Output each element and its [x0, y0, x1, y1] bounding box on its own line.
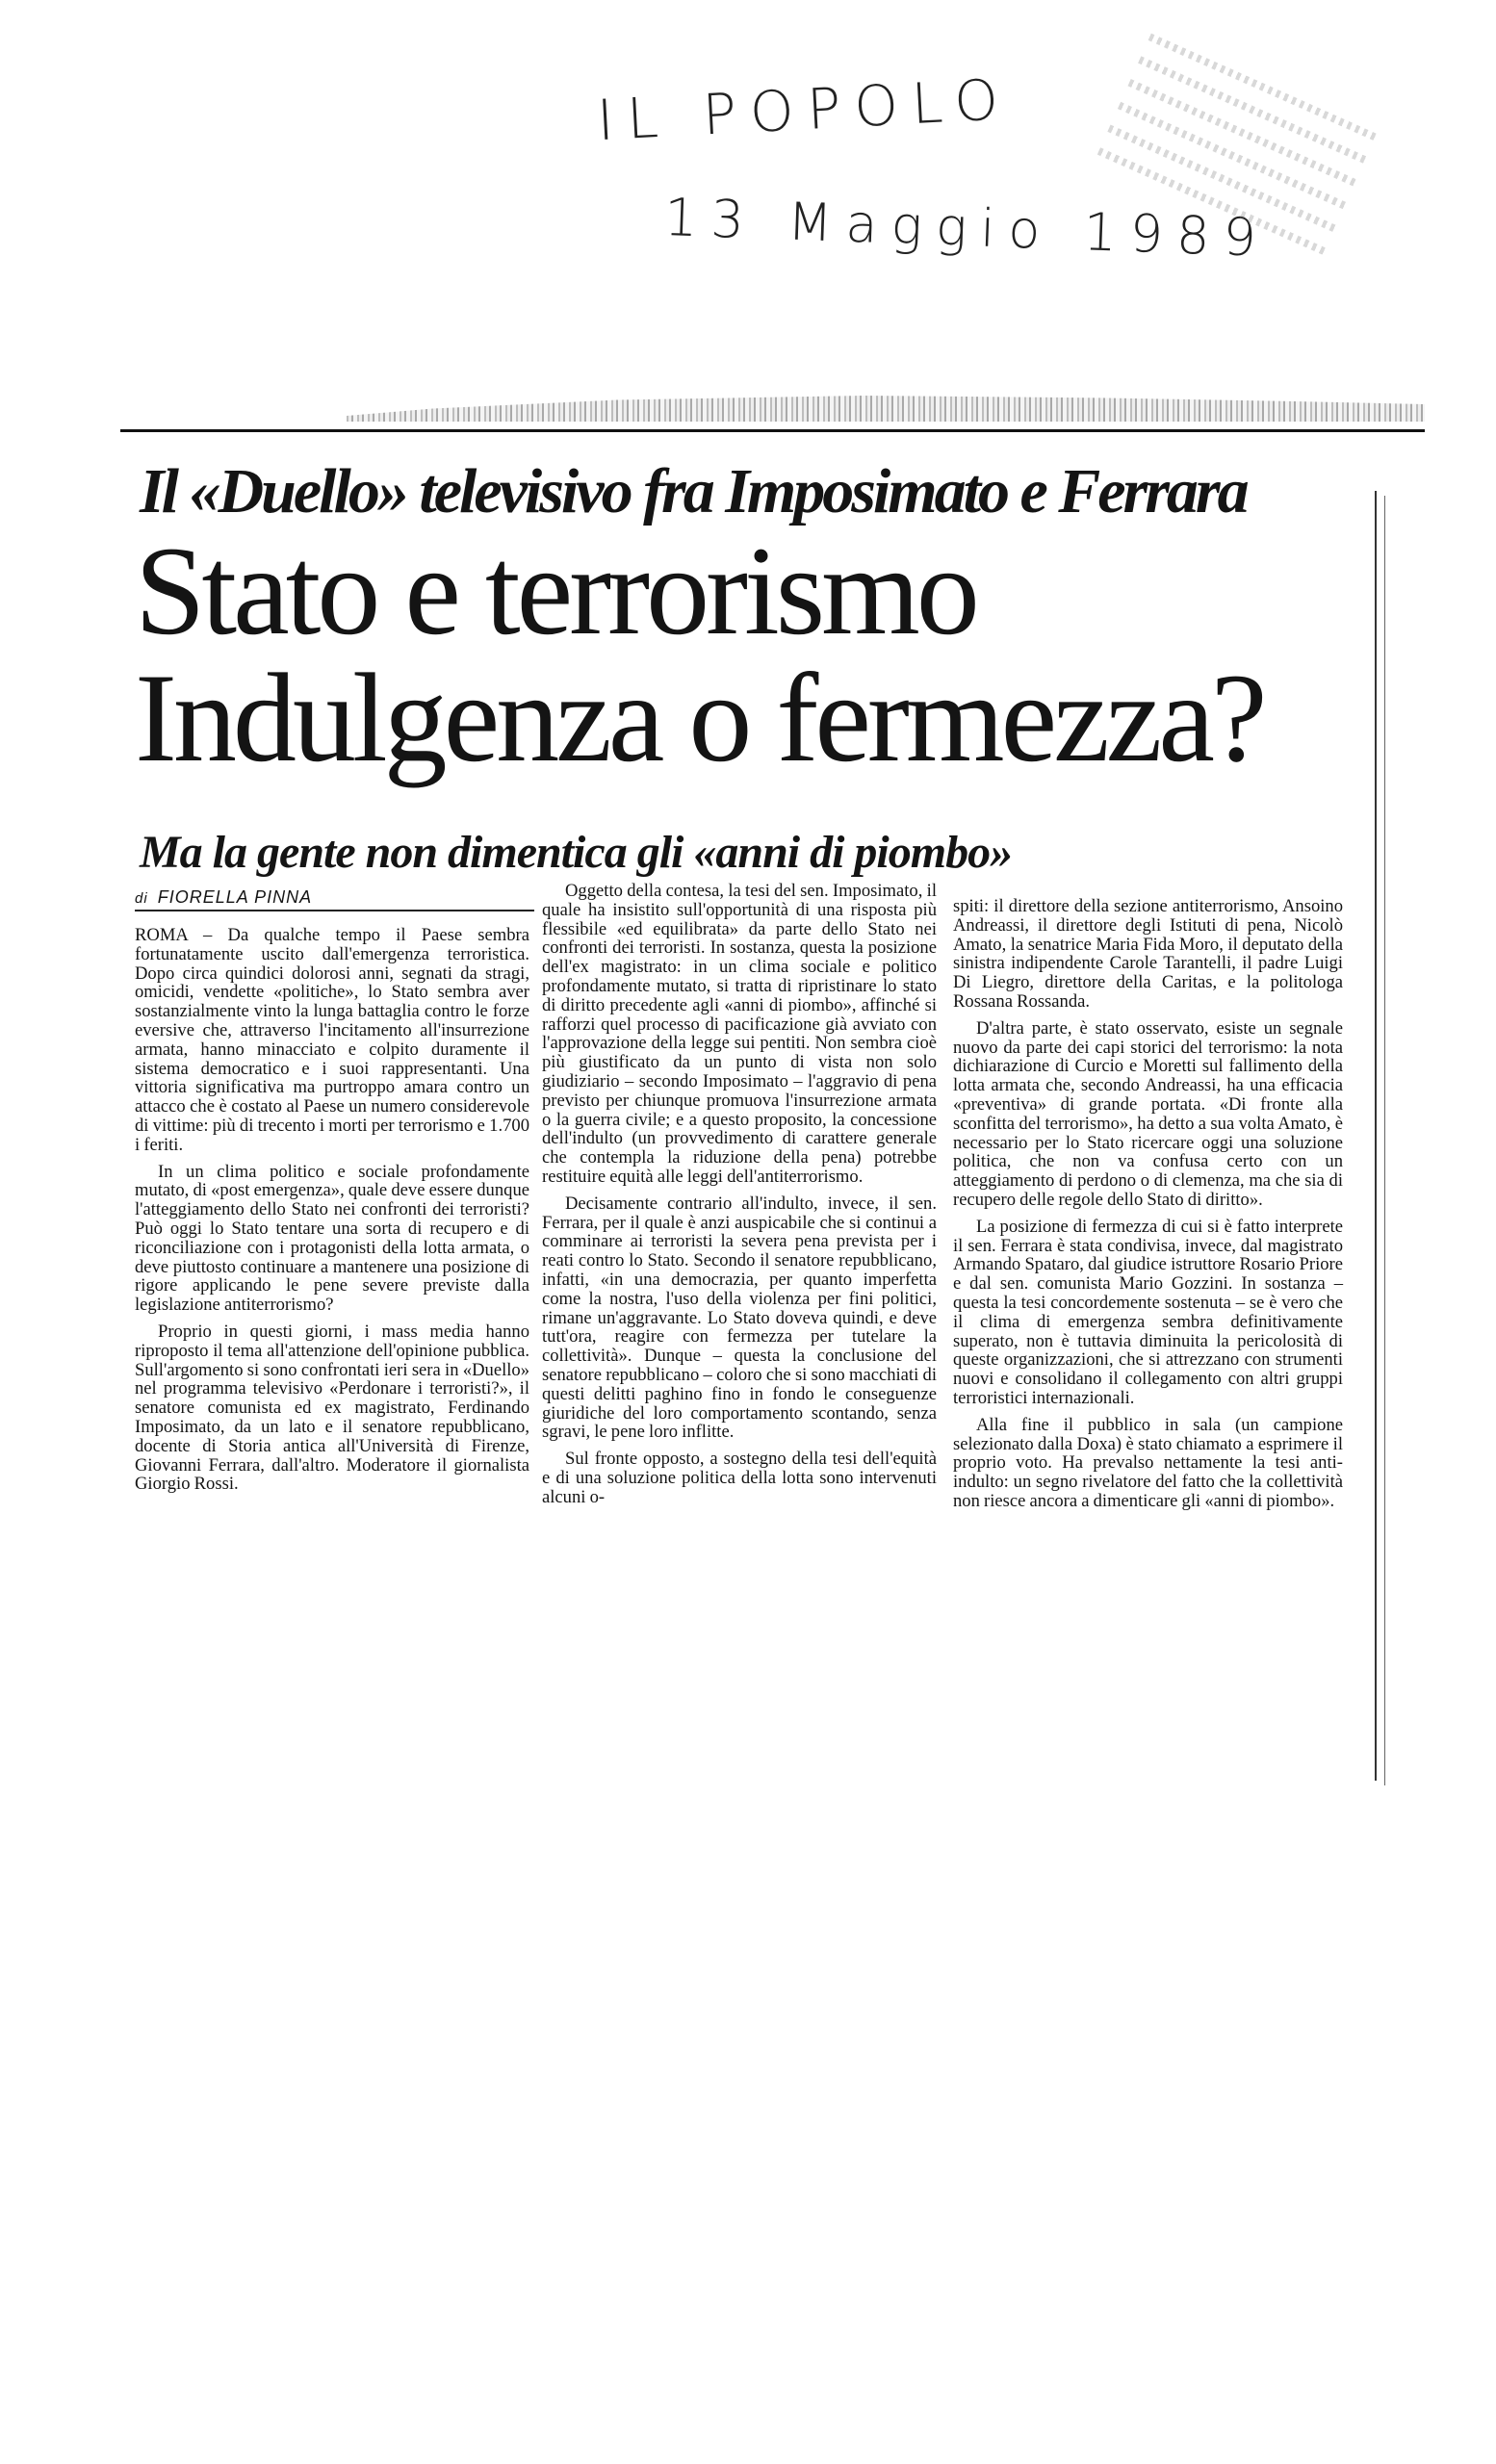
paragraph: Proprio in questi giorni, i mass media hanno riproposto il tema all'attenzione dell'opinione pubblica. Sull'argomento si sono confrontati ieri sera in «Duello» nel programma televisivo «Perdonare i terroristi?», il senatore comunista ed ex magistrato, Ferdinando Imposimato, da un lato e il senatore repubblicano, docente di Storia antica all'Università di Firenze, Giovanni Ferrara, dall'altro. Moderatore il giornalista Giorgio Rossi. — [135, 1321, 529, 1495]
article-kicker: Il «Duello» televisivo fra Imposimato e Ferrara — [140, 456, 1247, 526]
paragraph: Sul fronte opposto, a sostegno della tesi dell'equità e di una soluzione politica della lotta sono intervenuti alcuni o- — [542, 1449, 937, 1507]
paragraph: Oggetto della contesa, la tesi del sen. Imposimato, il quale ha insistito sull'opportunità di una risposta più flessibile «ed equilibrata» da parte dello Stato nei confronti dei terroristi. In sostanza, questa la posizione dell'ex magistrato: in un clima sociale e politico profondamente mutato, si tratta di ripristinare lo stato di diritto precedente agli «anni di piombo», affinché si rafforzi quel processo di pacificazione già avviato con l'approvazione della legge sui pentiti. Non sembra cioè più giustificato da un punto di vista non solo giudiziario – secondo Imposimato – l'aggravio di pena previsto per chiunque promuova l'insurrezione armata o la guerra civile; e a questo proposito, la concessione dell'indulto (un provvedimento di carattere generale che contempla la riduzione della pena) potrebbe restituire equità alle leggi dell'antiterrorismo. — [542, 881, 937, 1187]
top-rule — [120, 429, 1425, 432]
article-column-1 — [135, 926, 529, 1502]
byline-prefix: di — [135, 890, 148, 907]
article-headline — [135, 520, 1386, 788]
headline-line-2: Indulgenza o fermezza? — [135, 647, 1264, 788]
paragraph: D'altra parte, è stato osservato, esiste un segnale nuovo da parte dei capi storici del terrorismo: la nota dichiarazione di Curcio e Moretti sul fallimento della lotta armata che, secondo Andreassi, ha una efficacia «preventiva» di grande portata. «Di fronte alla sconfitta del terrorismo», ha detto a sua volta Amato, è necessario per lo Stato ricercare oggi una soluzione politica, che non va confusa certo con un atteggiamento di perdono o di clemenza, ma che sia di recupero delle regole dello Stato di diritto». — [953, 1017, 1343, 1210]
article-column-2 — [542, 882, 937, 1515]
paragraph: Decisamente contrario all'indulto, invece, il sen. Ferrara, per il quale è anzi auspicabile che si continui a comminare ai terroristi la severa pena prevista per i reati contro lo Stato. Secondo il senatore repubblicano, infatti, «in una democrazia, per quanto imperfetta come la nostra, l'uso della violenza per fini politici, rimane un'aggravante. Lo Stato doveva quindi, e deve tutt'ora, reagire con fermezza per tutelare la collettività». Dunque – questa la conclusione del senatore repubblicano – coloro che si sono macchiati di questi delitti paghino fino in fondo le conseguenze giuridiche del loro comportamento scontando, senza sgravi, le pene loro inflitte. — [542, 1193, 937, 1443]
headline-line-1: Stato e terrorismo — [135, 520, 976, 661]
handwritten-newspaper-name: IL POPOLO — [595, 65, 1014, 154]
paragraph: ROMA – Da qualche tempo il Paese sembra fortunatamente uscito dall'emergenza terroristica. Dopo circa quindici dolorosi anni, segnati da stragi, omicidi, vendette «politiche», lo Stato sembra aver sostanzialmente vinto la lunga battaglia contro le forze eversive che, attraverso l'incitamento all'insurrezione armata, hanno minacciato e colpito duramente il sistema democratico e i suoi rappresentanti. Una vittoria significativa ma purtroppo amara contro un attacco che è costato al Paese un numero considerevole di vittime: più di trecento i morti per terrorismo e 1.700 i feriti. — [135, 925, 529, 1155]
byline-author: FIORELLA PINNA — [157, 887, 313, 907]
scan-artifact-band — [347, 393, 1425, 422]
article-column-3 — [953, 897, 1343, 1519]
byline — [135, 887, 534, 911]
paragraph: Alla fine il pubblico in sala (un campione selezionato dalla Doxa) è stato chiamato a esprimere il proprio voto. Ha prevalso nettamente la tesi anti-indulto: un segno rivelatore del fatto che la collettività non riesce ancora a dimenticare gli «anni di piombo». — [953, 1414, 1343, 1511]
paragraph: In un clima politico e sociale profondamente mutato, di «post emergenza», quale deve essere dunque l'atteggiamento dello Stato nei confronti dei terroristi? Può oggi lo Stato tentare una sorta di recupero e di riconciliazione con i protagonisti della lotta armata, o deve piuttosto continuare a mantenere una posizione di rigore applicando le pene severe previste dalla legislazione antiterrorismo? — [135, 1161, 529, 1316]
paragraph: spiti: il direttore della sezione antiterrorismo, Ansoino Andreassi, il direttore degli Istituti di pena, Nicolò Amato, la senatrice Maria Fida Moro, il deputato della sinistra indipendente Carole Tarantelli, il padre Luigi Di Liegro, direttore della Caritas, e la politologa Rossana Rossanda. — [953, 896, 1343, 1012]
article-subhead: Ma la gente non dimentica gli «anni di piombo» — [140, 827, 1013, 878]
handwritten-date: 13 Maggio 1989 — [663, 187, 1271, 269]
paragraph: La posizione di fermezza di cui si è fatto interprete il sen. Ferrara è stata condivisa, invece, dal magistrato Armando Spataro, dal giudice istruttore Rosario Priore e dal sen. comunista Mario Gozzini. In sostanza – questa la tesi concordemente sostenuta – se è vero che il clima di emergenza sembra definitivamente superato, non è tuttavia diminuita la pericolosità di queste organizzazioni, che si attrezzano con strumenti nuovi e consolidano il collegamento con altri gruppi terroristici internazionali. — [953, 1216, 1343, 1408]
